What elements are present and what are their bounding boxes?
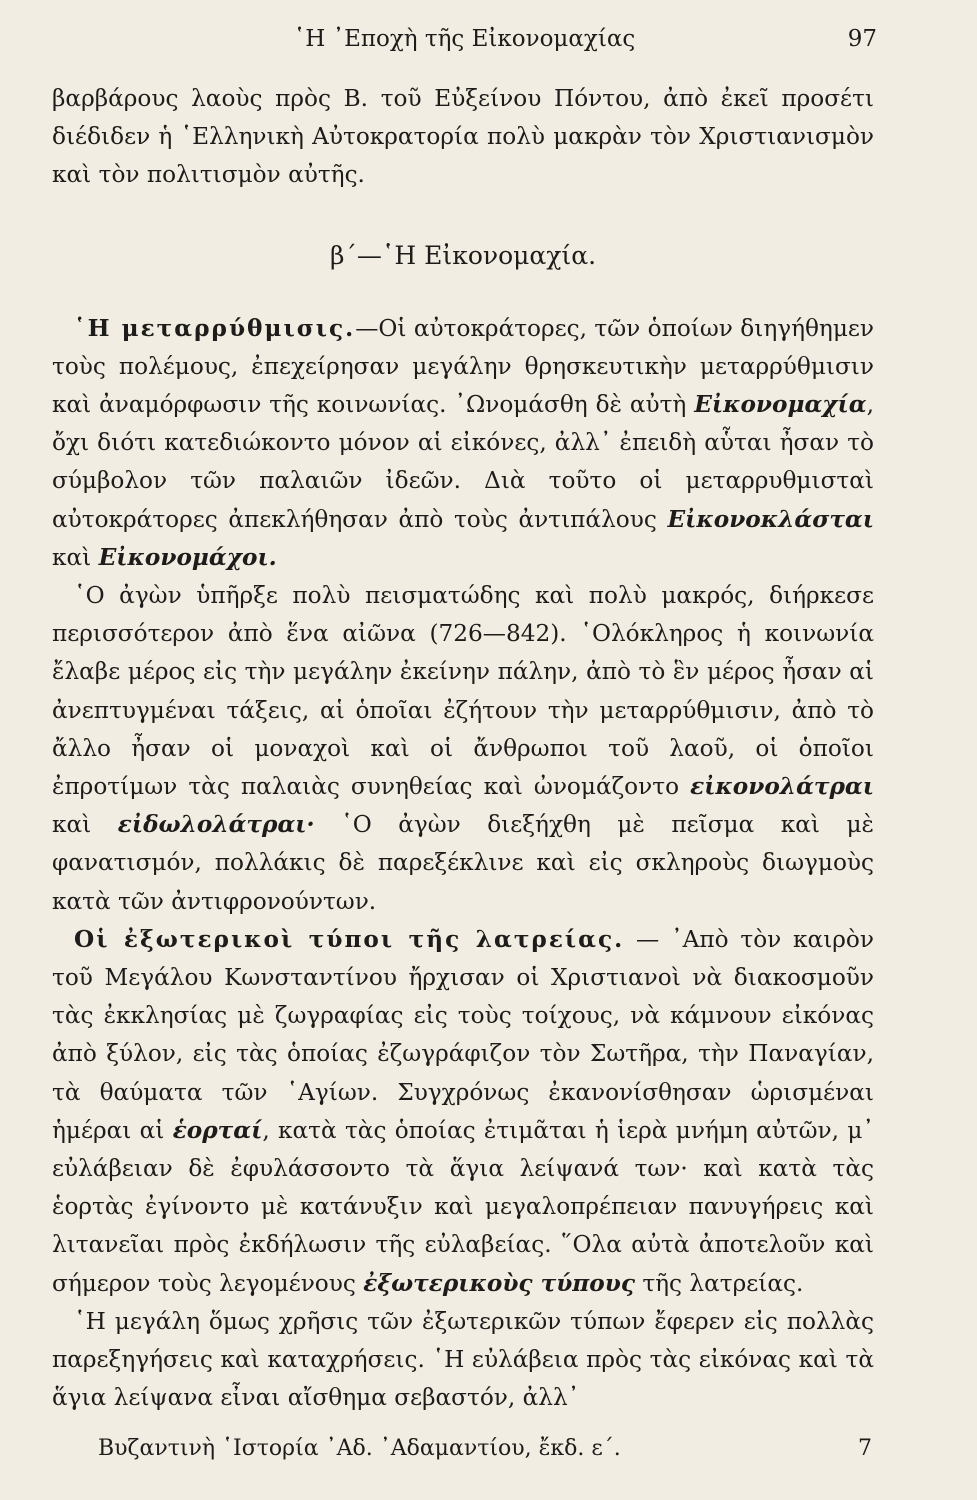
text-run: , ὄχι διότι κατεδιώκοντο μόνον αἱ εἰκόνες, ἀλλ᾿ ἐπειδὴ αὗται ἦσαν τὸ σύμβολον τῶν παλαιῶν ἰδεῶν. Διὰ τοῦτο οἱ μεταρρυθμισταὶ αὐτοκράτορες ἀπεκλήθησαν ἀπὸ τοὺς ἀντιπάλους [52, 391, 874, 533]
paragraph-worship-forms [52, 921, 874, 1303]
paragraph-heading: Οἱ ἐξωτερικοὶ τύποι τῆς λατρείας. [74, 925, 625, 953]
paragraph-misuse: ῾Η μεγάλη ὅμως χρῆσις τῶν ἐξωτερικῶν τύπων ἔφερεν εἰς πολλὰς παρεξηγήσεις καὶ καταχρήσεις. ῾Η εὐλάβεια πρὸς τὰς εἰκόνας καὶ τὰ ἅγια λείψανα εἶναι αἴσθημα σεβαστόν, ἀλλ᾿ [52, 1307, 874, 1412]
text-run: τῆς λατρείας. [634, 1269, 804, 1297]
running-header [52, 26, 877, 62]
page-number: 97 [847, 26, 877, 52]
paragraph-reform [52, 310, 874, 577]
emphasized-term: εἰδωλολάτραι· [117, 811, 315, 839]
emphasized-term: Εἰκονοκλάσται [667, 505, 874, 533]
text-run: ῾Ο ἀγὼν διεξήχθη μὲ πεῖσμα καὶ μὲ φανατισμόν, πολλάκις δὲ παρεξέκλινε καὶ εἰς σκληροὺς διωγμοὺς κατὰ τῶν ἀντιφρονούντων. [52, 811, 874, 915]
emphasized-term: Εἰκονομάχοι. [98, 543, 277, 571]
text-run: καὶ [52, 811, 118, 839]
text-run: καὶ [52, 543, 99, 571]
sheet-number: 7 [858, 1436, 872, 1461]
footer-citation: Βυζαντινὴ ῾Ιστορία ᾿Αδ. ᾿Αδαμαντίου, ἔκδ. ε΄. [98, 1436, 621, 1461]
page-footer [98, 1436, 872, 1461]
paragraph-heading: ῾Η μεταρρύθμισις. [74, 314, 356, 342]
emphasized-term: εἰκονολάτραι [690, 773, 874, 801]
emphasized-term: Εἰκονομαχία [694, 391, 867, 419]
text-run: —Οἱ αὐτοκράτορες, τῶν ὁποίων διηγήθημεν τοὺς πολέμους, ἐπεχείρησαν μεγάλην θρησκευτικὴν μεταρρύθμισιν καὶ ἀναμόρφωσιν τῆς κοινωνίας. ᾿Ωνομάσθη δὲ αὐτὴ [52, 314, 875, 419]
emphasized-term: ἑορταί [172, 1116, 263, 1144]
running-title: ῾Η ᾿Εποχὴ τῆς Εἰκονομαχίας [293, 26, 636, 52]
paragraph-struggle [52, 577, 874, 921]
main-text [52, 80, 874, 1418]
text-run: ῾Ο ἀγὼν ὑπῆρξε πολὺ πεισματώδης καὶ πολὺ μακρός, διήρκεσε περισσότερον ἀπὸ ἕνα αἰῶνα (726—842). ῾Ολόκληρος ἡ κοινωνία ἔλαβε μέρος εἰς τὴν μεγάλην ἐκείνην πάλην, ἀπὸ τὸ ἓν μέρος ἦσαν αἱ ἀνεπτυγμέναι τάξεις, αἱ ὁποῖαι ἐζήτουν τὴν μεταρρύθμισιν, ἀπὸ τὸ ἄλλο ἦσαν οἱ μοναχοὶ καὶ οἱ ἄνθρωποι τοῦ λαοῦ, οἱ ὁποῖοι ἐπροτίμων τὰς παλαιὰς συνηθείας καὶ ὠνομάζοντο [52, 582, 874, 801]
text-run: , κατὰ τὰς ὁποίας ἐτιμᾶται ἡ ἱερὰ μνήμη αὐτῶν, μ᾿ εὐλάβειαν δὲ ἐφυλάσσοντο τὰ ἅγια λείψανά των· καὶ κατὰ τὰς ἑορτὰς ἐγίνοντο μὲ κατάνυξιν καὶ μεγαλοπρέπειαν πανυγήρεις καὶ λιτανεῖαι πρὸς ἐκδήλωσιν τῆς εὐλαβείας. ῞Ολα αὐτὰ ἀποτελοῦν καὶ σήμερον τοὺς λεγομένους [52, 1116, 874, 1297]
emphasized-term: ἐξωτερικοὺς τύπους [363, 1269, 635, 1297]
text-run: — ᾿Απὸ τὸν καιρὸν τοῦ Μεγάλου Κωνσταντίνου ἤρχισαν οἱ Χριστιανοὶ νὰ διακοσμοῦν τὰς ἐκκλησίας μὲ ζωγραφίας εἰς τοὺς τοίχους, νὰ κάμνουν εἰκόνας ἀπὸ ξύλον, εἰς τὰς ὁποίας ἐζωγράφιζον τὸν Σωτῆρα, τὴν Παναγίαν, τὰ θαύματα τῶν ῾Αγίων. Συγχρόνως ἐκανονίσθησαν ὡρισμέναι ἡμέραι αἱ [52, 925, 874, 1144]
section-title: β΄—῾Η Εἰκονομαχία. [329, 240, 597, 270]
intro-paragraph: βαρβάρους λαοὺς πρὸς Β. τοῦ Εὐξείνου Πόντου, ἀπὸ ἐκεῖ προσέτι διέδιδεν ἡ ῾Ελληνικὴ Αὐτοκρατορία πολὺ μακρὰν τὸν Χριστιανισμὸν καὶ τὸν πολιτισμὸν αὐτῆς. [52, 85, 874, 189]
